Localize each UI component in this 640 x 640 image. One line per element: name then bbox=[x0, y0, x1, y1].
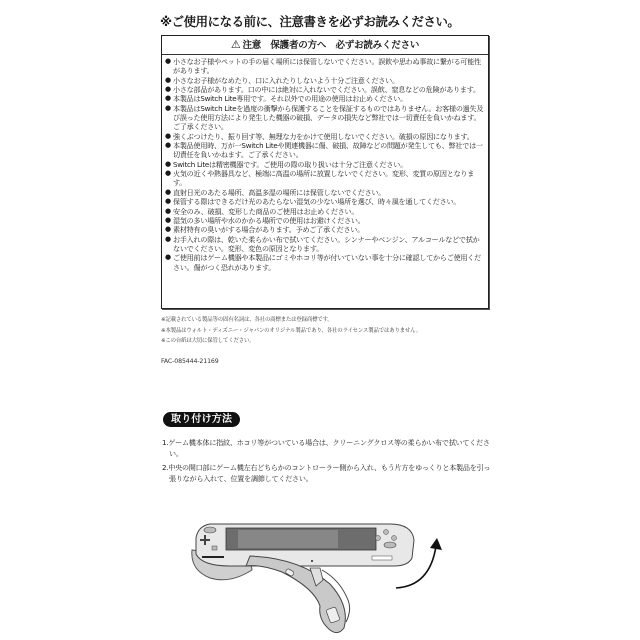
footnote: ※本製品はウォルト・ディズニー・ジャパンのオリジナル製品であり、各社のライセンス製品ではありません。 bbox=[161, 327, 421, 334]
page-title: ※ご使用になる前に、注意書きを必ずお読みください。 bbox=[160, 14, 460, 29]
installation-steps bbox=[162, 438, 492, 488]
installation-step: 2.中央の開口部にゲーム機左右どちらかのコントローラー側から入れ、もう片方をゆっくりと本製品を引っ張りながら入れて、位置を調節してください。 bbox=[162, 463, 491, 483]
warning-triangle-icon: ⚠ bbox=[230, 38, 241, 51]
product-code: FAC-085444-21169 bbox=[161, 358, 219, 365]
warning-heading: 注意 保護者の方へ 必ずお読みください bbox=[242, 40, 420, 51]
warning-item: ● お手入れの際は、乾いた柔らかい布で拭いてください。シンナーやベンジン、アルコールなどで拭かないでください。変形、変色の原因となります。 bbox=[165, 235, 485, 254]
installation-step: 1.ゲーム機本体に指紋、ホコリ等がついている場合は、クリーニングクロス等の柔らかい布で拭いてください。 bbox=[162, 438, 490, 458]
warning-item: ● 安全のみ、破損、変形した商品のご使用はお止めください。 bbox=[165, 207, 485, 216]
warning-item: ● 本製品はSwitch Lite専用です。それ以外での用途の使用はお止めください。 bbox=[165, 94, 485, 103]
warning-header bbox=[162, 36, 488, 55]
warning-item: ● 小さな部品があります。口の中には絶対に入れないでください。誤飲、窒息などの危険があります。 bbox=[165, 85, 485, 94]
warning-item: ● 小さなお子様やペットの手の届く場所には保管しないでください。誤飲や思わぬ事故に繋がる可能性があります。 bbox=[165, 57, 485, 76]
warning-item: ● ご使用前はゲーム機器や本製品にゴミやホコリ等が付いていない事を十分に確認してからご使用ください。傷がつく恐れがあります。 bbox=[165, 253, 485, 272]
warning-item: ● 本製品使用時、万が一Switch Liteや関連機器に傷、破損、故障などの問題が発生しても、弊社では一切責任を負いかねます。ご了承ください。 bbox=[165, 141, 485, 160]
warning-list bbox=[162, 55, 488, 272]
warning-item: ● 本製品はSwitch Liteを過度の衝撃から保護することを保証するものではありません。お客様の過失及び誤った使用方法により発生した機器の破損、データの損失など弊社では一切責任を負いかねます。ご了承ください。 bbox=[165, 104, 485, 132]
warning-item: ● 火気の近くや熱器具など、極端に高温の場所に放置しないでください。変形、変質の原因となります。 bbox=[165, 169, 485, 188]
warning-item: ● 強くぶつけたり、振り回す等、無理な力をかけて使用しないでください。破損の原因になります。 bbox=[165, 132, 485, 141]
warning-item: ● 小さなお子様がなめたり、口に入れたりしないよう十分ご注意ください。 bbox=[165, 76, 485, 85]
installation-heading: 取り付け方法 bbox=[163, 412, 240, 427]
footnotes bbox=[161, 315, 491, 347]
warning-box bbox=[161, 35, 489, 309]
footnote: ※この台紙は大切に保管してください。 bbox=[161, 338, 255, 344]
warning-item: ● 素材特有の臭いがする場合があります。予めご了承ください。 bbox=[165, 225, 485, 234]
switch-lite-case-installation-illustration bbox=[190, 510, 470, 635]
warning-item: ● 保管する際はできるだけ光のあたらない湿気の少ない場所を選び、時々風を通してください。 bbox=[165, 197, 485, 206]
warning-item: ● 湿気の多い場所や水のかかる場所での使用はお避けください。 bbox=[165, 216, 485, 225]
footnote: ※記載されている製品等の固有名詞は、各社の商標または登録商標です。 bbox=[161, 317, 333, 323]
warning-item: ● Switch Liteは精密機器です。ご使用の際の取り扱いは十分ご注意ください。 bbox=[165, 160, 485, 169]
warning-item: ● 直射日光のあたる場所、高温多湿の場所には保管しないでください。 bbox=[165, 188, 485, 197]
